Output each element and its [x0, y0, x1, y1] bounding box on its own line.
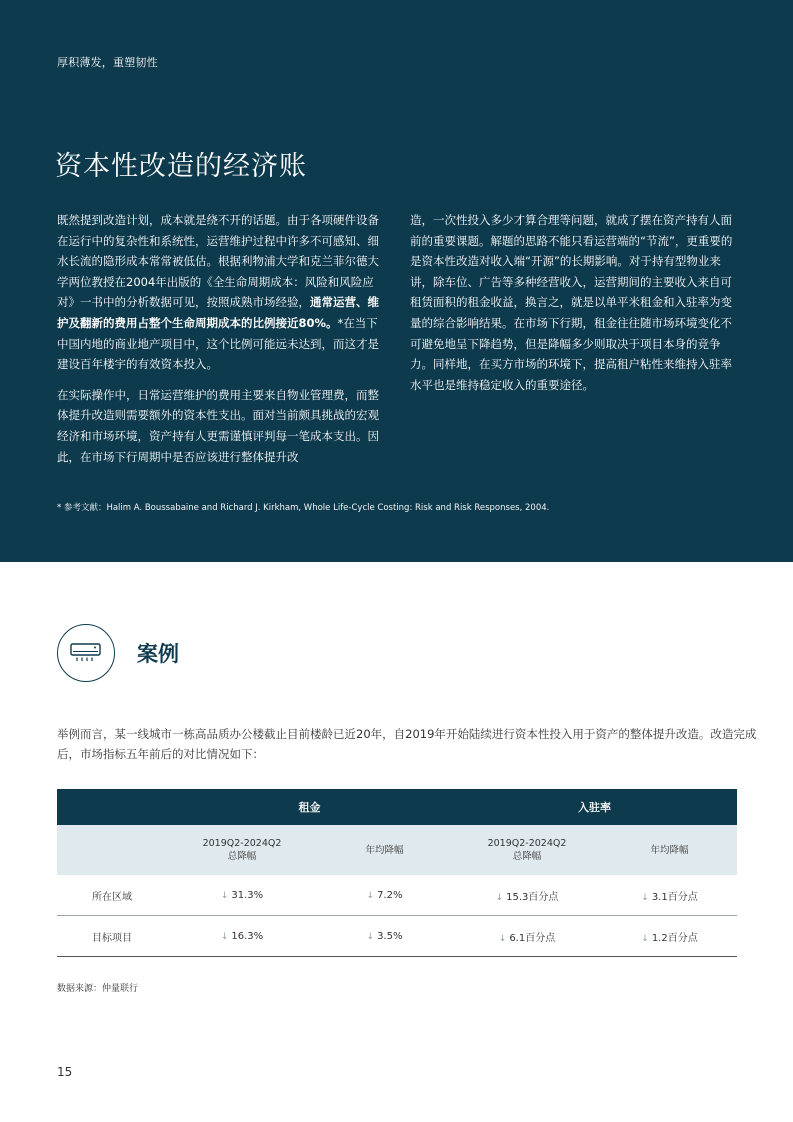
table-group-header [57, 789, 737, 825]
down-arrow-icon: ↓ [495, 892, 504, 903]
group-header-rent: 租金 [298, 801, 321, 814]
highlight-text: 通常运营、维护及翻新的费用占整个生命周期成本的比例接近80%。 [57, 295, 379, 330]
sub-header-rent-annual: 年均降幅 [365, 844, 404, 856]
cell-value: 31.3% [231, 889, 264, 901]
table-cell [452, 888, 602, 903]
right-text-column [410, 210, 740, 405]
cell-value: 7.2% [377, 889, 403, 901]
row-label: 所在区域 [92, 891, 132, 903]
air-conditioner-icon [57, 624, 115, 682]
down-arrow-icon: ↓ [641, 933, 649, 944]
cell-value: 3.1百分点 [651, 891, 698, 903]
cell-value: 6.1百分点 [509, 932, 556, 944]
left-paragraph-1 [57, 210, 387, 375]
right-paragraph-1: 造，一次性投入多少才算合理等问题，就成了摆在资产持有人面前的重要课题。解题的思路不能只看运营端的“节流”，更重要的是资本性改造对收入端“开源”的长期影响。对于持有型物业来讲，除车位、广告等多种经营收入，运营期间的主要收入来自可租赁面积的租金收益，换言之，就是以单平米租金和入驻率为变量的综合影响结果。在市场下行期，租金往往随市场环境变化不可避免地呈下降趋势，但是降幅多少则取决于项目本身的竞争力。同样地，在买方市场的环境下，提高租户粘性来维持入驻率水平也是维持稳定收入的重要途径。 [410, 213, 733, 392]
sub-header-rent-total [167, 837, 317, 863]
table-row [57, 875, 737, 916]
down-arrow-icon: ↓ [641, 892, 649, 903]
down-arrow-icon: ↓ [366, 931, 375, 942]
sub-header-line: 总降幅 [227, 851, 257, 862]
table-cell [167, 890, 317, 901]
down-arrow-icon: ↓ [220, 890, 229, 901]
table-row [57, 916, 737, 957]
case-title: 案例 [137, 642, 179, 666]
sub-header-occupancy-annual: 年均降幅 [650, 844, 689, 856]
table-sub-header [57, 825, 737, 875]
case-intro: 举例而言，某一线城市一栋高品质办公楼截止目前楼龄已近20年，自2019年开始陆续进行资本性投入用于资产的整体提升改造。改造完成后，市场指标五年前后的对比情况如下： [57, 727, 757, 761]
table-cell [452, 929, 602, 944]
left-paragraph-2: 在实际操作中，日常运营维护的费用主要来自物业管理费，而整体提升改造则需要额外的资本性支出。面对当前颇具挑战的宏观经济和市场环境，资产持有人更需谨慎评判每一笔成本支出。因此，在市场下行周期中是否应该进行整体提升改 [57, 387, 379, 464]
comparison-table [57, 789, 737, 957]
footnote: * 参考文献：Halim A. Boussabaine and Richard J. Kirkham, Whole Life-Cycle Costing: Risk and Risk Responses, 2004. [57, 503, 550, 513]
row-label: 目标项目 [92, 932, 132, 944]
table-cell [317, 931, 452, 942]
group-header-occupancy: 入驻率 [578, 801, 611, 814]
sub-header-line: 总降幅 [512, 851, 542, 862]
data-source: 数据来源：仲量联行 [57, 984, 139, 994]
cell-value: 1.2百分点 [651, 932, 698, 944]
sub-header-line: 2019Q2-2024Q2 [202, 838, 282, 849]
cell-value: 16.3% [231, 930, 264, 942]
table-cell [602, 929, 737, 944]
sub-header-line: 2019Q2-2024Q2 [487, 838, 567, 849]
left-paragraph-1-a: 既然提到改造计划，成本就是绕不开的话题。由于各项硬件设备在运行中的复杂性和系统性，运营维护过程中许多不可感知、细水长流的隐形成本常常被低估。根据利物浦大学和克兰菲尔德大学两位教授在2004年出版的《全生命周期成本：风险和风险应对》一书中的分析数据可见，按照成熟市场经验， [57, 213, 379, 310]
cell-value: 3.5% [377, 930, 403, 942]
down-arrow-icon: ↓ [220, 931, 229, 942]
section-kicker: 厚积薄发，重塑韧性 [57, 56, 158, 69]
table-cell [602, 888, 737, 903]
left-text-column [57, 210, 387, 477]
table-cell [317, 890, 452, 901]
down-arrow-icon: ↓ [366, 890, 375, 901]
page-title: 资本性改造的经济账 [55, 151, 307, 182]
air-conditioner-icon-svg [58, 625, 113, 680]
left-paragraph-1-b: *在当下中国内地的商业地产项目中，这个比例可能远未达到，而这才是建设百年楼宇的有效资本投入。 [57, 315, 379, 372]
table-cell [167, 931, 317, 942]
sub-header-occupancy-total [452, 837, 602, 863]
cell-value: 15.3百分点 [506, 891, 559, 903]
page-number: 15 [57, 1065, 73, 1079]
down-arrow-icon: ↓ [498, 933, 507, 944]
